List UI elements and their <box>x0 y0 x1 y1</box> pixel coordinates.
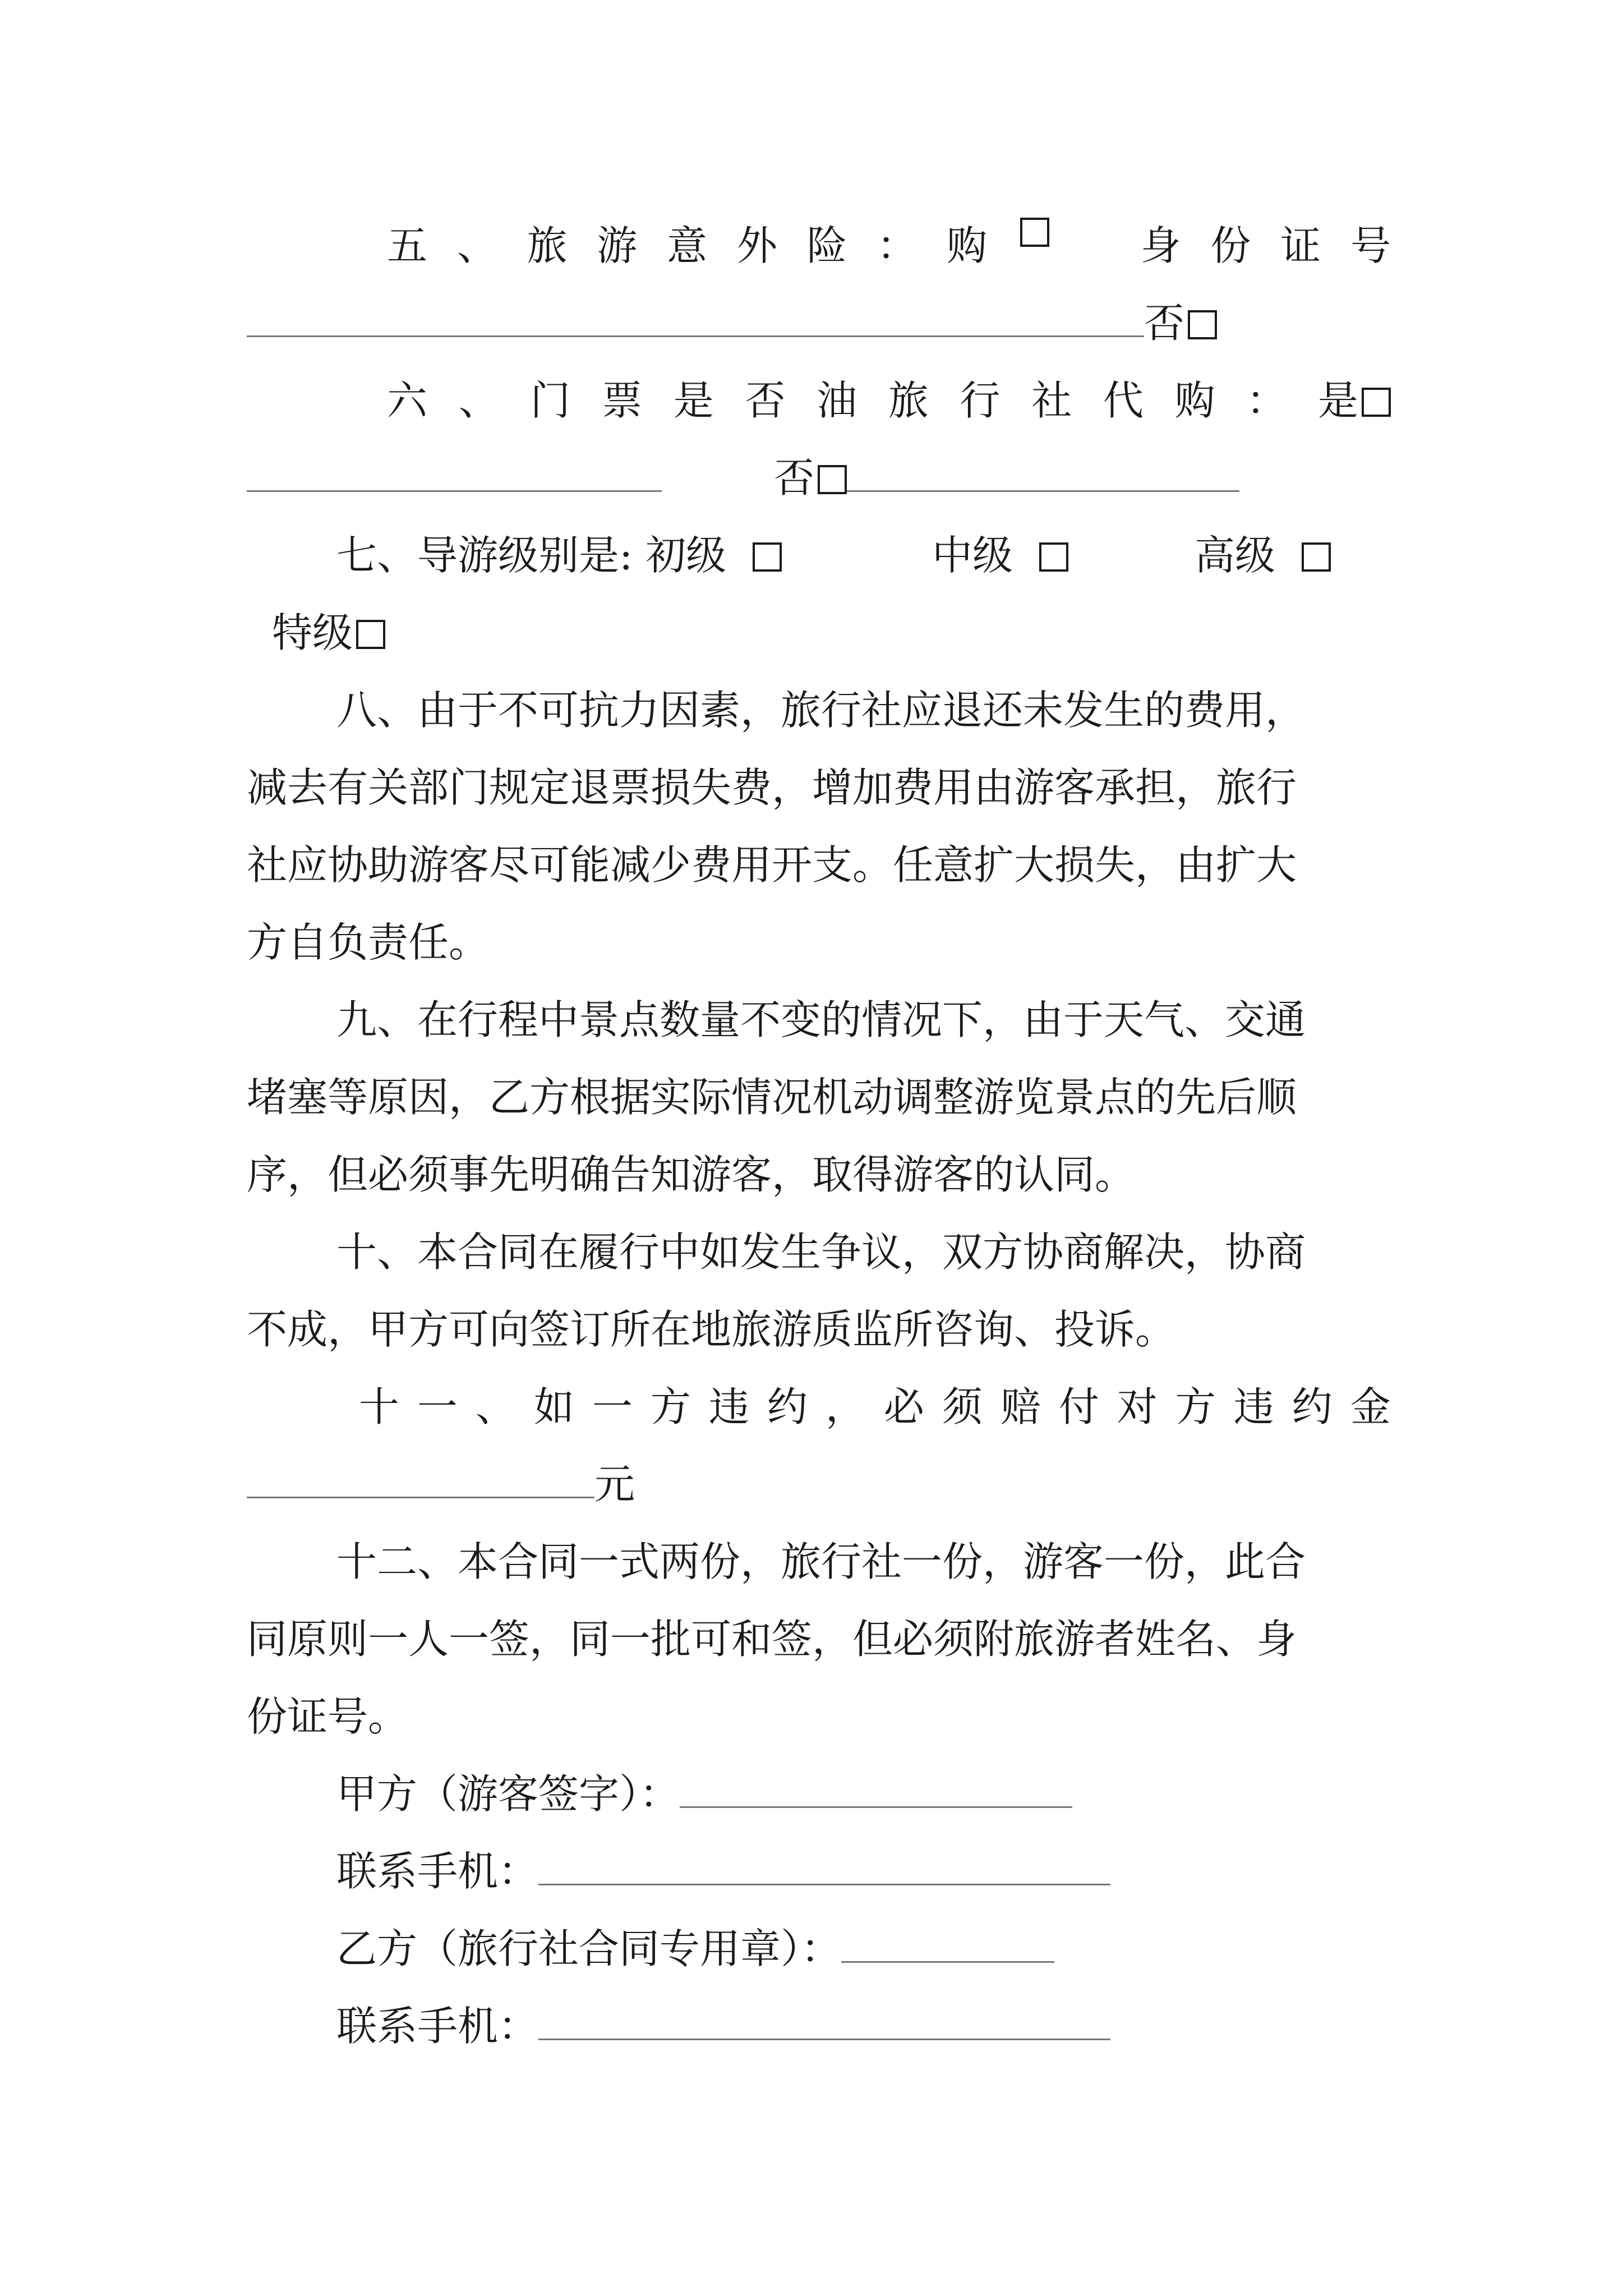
item-eleven-char: ， <box>825 1383 866 1430</box>
guide-special-label: 特级 <box>272 609 353 656</box>
penalty-unit: 元 <box>594 1461 635 1508</box>
item-eleven-char: 赔 <box>1000 1383 1041 1430</box>
item-twelve-line: 十二、本合同一式两份，旅行社一份，游客一份，此合 <box>336 1538 1306 1585</box>
item-eight-line: 减去有关部门规定退票损失费，增加费用由游客承担，旅行 <box>247 764 1297 811</box>
item-seven-line2 <box>272 605 1416 661</box>
phone-b-row <box>336 1998 1481 2054</box>
item-six-line2 <box>247 450 1391 506</box>
item-eleven-char: 对 <box>1117 1383 1158 1430</box>
item-eleven-char: 约 <box>1292 1383 1332 1430</box>
item-six-no: 否 <box>774 454 815 501</box>
item-eleven-char: 付 <box>1058 1383 1099 1430</box>
item-five-char: 购 <box>947 222 988 269</box>
item-ten-line: 十、本合同在履行中如发生争议，双方协商解决，协商 <box>336 1228 1306 1276</box>
item-twelve-line: 同原则一人一签，同一批可和签，但必须附旅游者姓名、身 <box>247 1616 1297 1663</box>
ticket-yes-blank[interactable] <box>247 451 662 492</box>
item-six-char: 是 <box>673 377 714 424</box>
item-five-line2 <box>247 295 1391 351</box>
guide-senior-label: 高级 <box>1195 532 1276 579</box>
guide-mid-option <box>932 527 1068 583</box>
item-six-line1 <box>387 372 1391 429</box>
guide-mid-label: 中级 <box>932 532 1013 579</box>
guide-mid-checkbox[interactable] <box>1039 542 1068 572</box>
penalty-amount-field[interactable] <box>247 1457 594 1498</box>
guide-special-checkbox[interactable] <box>356 620 385 649</box>
item-six-char: 油 <box>817 377 857 424</box>
item-five-char: 身 <box>1140 222 1181 269</box>
item-five-char: 旅 <box>527 222 568 269</box>
item-nine-line: 序，但必须事先明确告知游客，取得游客的认同。 <box>247 1151 1136 1198</box>
item-eleven-char: 约 <box>767 1383 808 1430</box>
item-six-char: 旅 <box>888 377 929 424</box>
item-eleven-char: 、 <box>475 1383 516 1430</box>
item-eight-line: 社应协助游客尽可能减少费用开支。任意扩大损失，由扩大 <box>247 841 1297 889</box>
item-six-char: 票 <box>602 377 643 424</box>
phone-a-label: 联系手机： <box>336 1848 539 1895</box>
guide-junior-label: 初级 <box>645 532 727 579</box>
item-eleven-char: 必 <box>883 1383 924 1430</box>
guide-level-colon: : <box>619 532 633 579</box>
item-eight-line: 方自负责任。 <box>247 919 490 966</box>
item-ten-line: 不成，甲方可向签订所在地旅游质监所咨询、投诉。 <box>247 1306 1176 1353</box>
id-number-field[interactable] <box>247 296 1144 337</box>
item-six-char: 是 <box>1317 377 1358 424</box>
item-eleven-char: 十 <box>359 1383 400 1430</box>
item-five-char: 份 <box>1210 222 1251 269</box>
item-eleven-char: 须 <box>942 1383 983 1430</box>
item-five-char: 游 <box>597 222 638 269</box>
party-a-signature-field[interactable] <box>680 1767 1072 1808</box>
item-eleven-char: 一 <box>592 1383 633 1430</box>
ticket-no-blank[interactable] <box>847 451 1239 492</box>
item-nine-line: 九、在行程中景点数量不变的情况下，由于天气、交通 <box>336 996 1306 1043</box>
guide-senior-checkbox[interactable] <box>1302 542 1331 572</box>
party-b-label: 乙方（旅行社合同专用章）： <box>336 1925 842 1972</box>
item-six-char: 六 <box>387 377 428 424</box>
party-a-row <box>336 1766 1481 1822</box>
item-eight-line: 八、由于不可抗力因素，旅行社应退还未发生的费用， <box>336 687 1306 734</box>
party-b-row <box>336 1921 1481 1977</box>
item-eleven-char: 如 <box>533 1383 574 1430</box>
item-eleven-line2 <box>247 1456 1391 1512</box>
ticket-yes-checkbox[interactable] <box>1362 388 1391 417</box>
item-six-char: 代 <box>1103 377 1144 424</box>
phone-a-field[interactable] <box>538 1844 1110 1885</box>
item-five-char: 意 <box>667 222 708 269</box>
item-eleven-char: 违 <box>1233 1383 1274 1430</box>
item-eleven-char: 一 <box>417 1383 458 1430</box>
item-five-line1 <box>387 218 1391 274</box>
item-six-char: 否 <box>745 377 786 424</box>
item-eleven-char: 方 <box>1175 1383 1216 1430</box>
item-five-char: 五 <box>387 222 428 269</box>
item-six-char: ： <box>1246 377 1287 424</box>
item-five-char: 外 <box>736 222 777 269</box>
item-six-char: 行 <box>960 377 1000 424</box>
item-eleven-char: 违 <box>708 1383 749 1430</box>
phone-b-field[interactable] <box>538 1999 1110 2040</box>
ticket-no-checkbox[interactable] <box>818 465 847 494</box>
item-six-char: 门 <box>530 377 571 424</box>
item-eleven-line1 <box>359 1379 1391 1435</box>
item-five-char: 证 <box>1280 222 1321 269</box>
guide-junior-checkbox[interactable] <box>753 542 782 572</box>
item-six-char: 、 <box>458 377 499 424</box>
guide-level-label: 七、导游级别是 <box>336 532 620 579</box>
item-nine-line: 堵塞等原因，乙方根据实际情况机动调整游览景点的先后顺 <box>247 1074 1297 1121</box>
phone-a-row <box>336 1843 1481 1899</box>
item-five-no: 否 <box>1144 300 1185 347</box>
item-eleven-char: 金 <box>1350 1383 1391 1430</box>
item-five-char: 、 <box>457 222 497 269</box>
party-b-seal-field[interactable] <box>841 1922 1054 1963</box>
party-a-label: 甲方（游客签字）： <box>336 1770 680 1818</box>
item-six-char: 购 <box>1174 377 1215 424</box>
phone-b-label: 联系手机： <box>336 2003 539 2050</box>
item-eleven-char: 方 <box>650 1383 691 1430</box>
item-twelve-line: 份证号。 <box>247 1693 409 1740</box>
insurance-yes-checkbox[interactable] <box>1020 218 1049 247</box>
item-five-char: ： <box>877 222 917 269</box>
item-five-char: 险 <box>806 222 847 269</box>
insurance-no-checkbox[interactable] <box>1188 310 1217 339</box>
item-six-char: 社 <box>1031 377 1072 424</box>
item-five-char: 号 <box>1350 222 1391 269</box>
guide-senior-option <box>1195 527 1331 583</box>
